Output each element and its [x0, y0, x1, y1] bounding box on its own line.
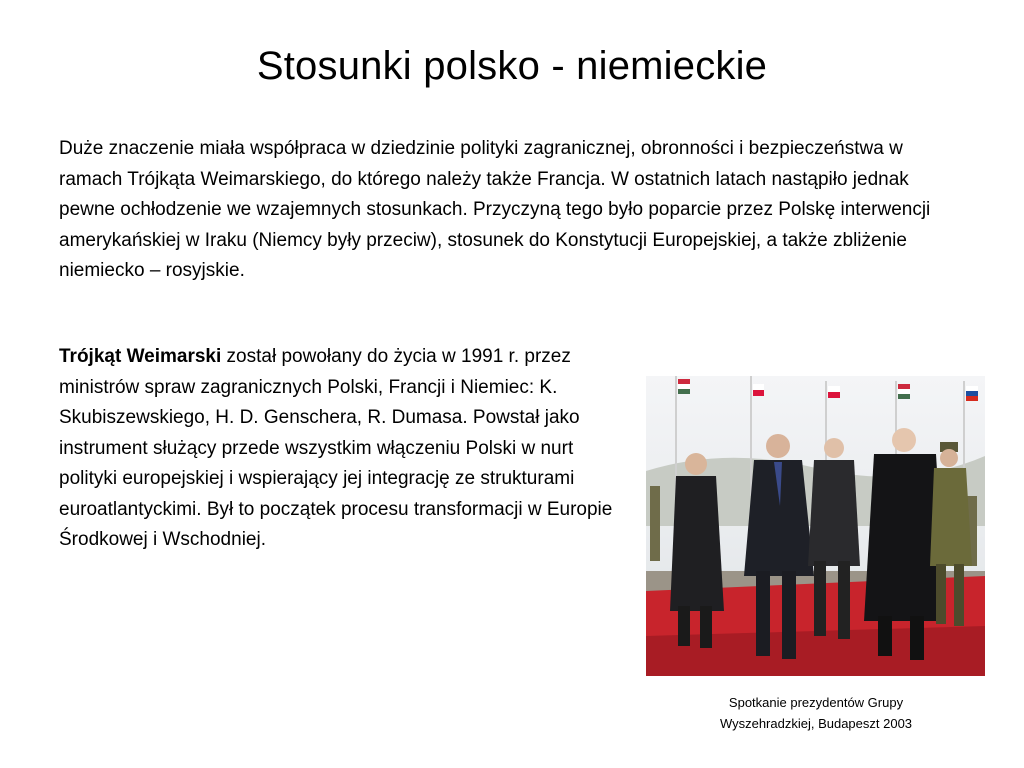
paragraph-weimar: [59, 342, 629, 556]
presidents-photo-illustration: [646, 376, 985, 676]
photo-caption: [686, 692, 946, 734]
presidents-photo: [646, 376, 985, 676]
slide-title: Stosunki polsko - niemieckie: [256, 44, 768, 88]
paragraph-intro: Duże znaczenie miała współpraca w dziedzinie polityki zagranicznej, obronności i bezpieczeństwa w ramach Trójkąta Weimarskiego, do którego należy także Francja. W ostatnich latach nastąpiło jednak pewne ochłodzenie we wzajemnych stosunkach. Przyczyną tego było poparcie przez Polskę interwencji amerykańskiej w Iraku (Niemcy były przeciw), stosunek do Konstytucji Europejskiej, a także zbliżenie niemiecko – rosyjskie.: [59, 138, 931, 281]
weimar-body-text: został powołany do życia w 1991 r. przez ministrów spraw zagranicznych Polski, Francji i Niemiec: K. Skubiszewskiego, H. D. Genschera, R. Dumasa. Powstał jako instrument służący przede wszystkim włączeniu Polski w nurt polityki europejskiej i wspierający jej integrację ze strukturami euroatlantyckimi. Był to początek procesu transformacji w Europie Środkowej i Wschodniej.: [59, 346, 613, 550]
caption-line-2: Wyszehradzkiej, Budapeszt 2003: [719, 716, 913, 731]
caption-line-1: Spotkanie prezydentów Grupy: [728, 695, 904, 710]
weimar-bold-term: Trójkąt Weimarski: [59, 346, 222, 367]
